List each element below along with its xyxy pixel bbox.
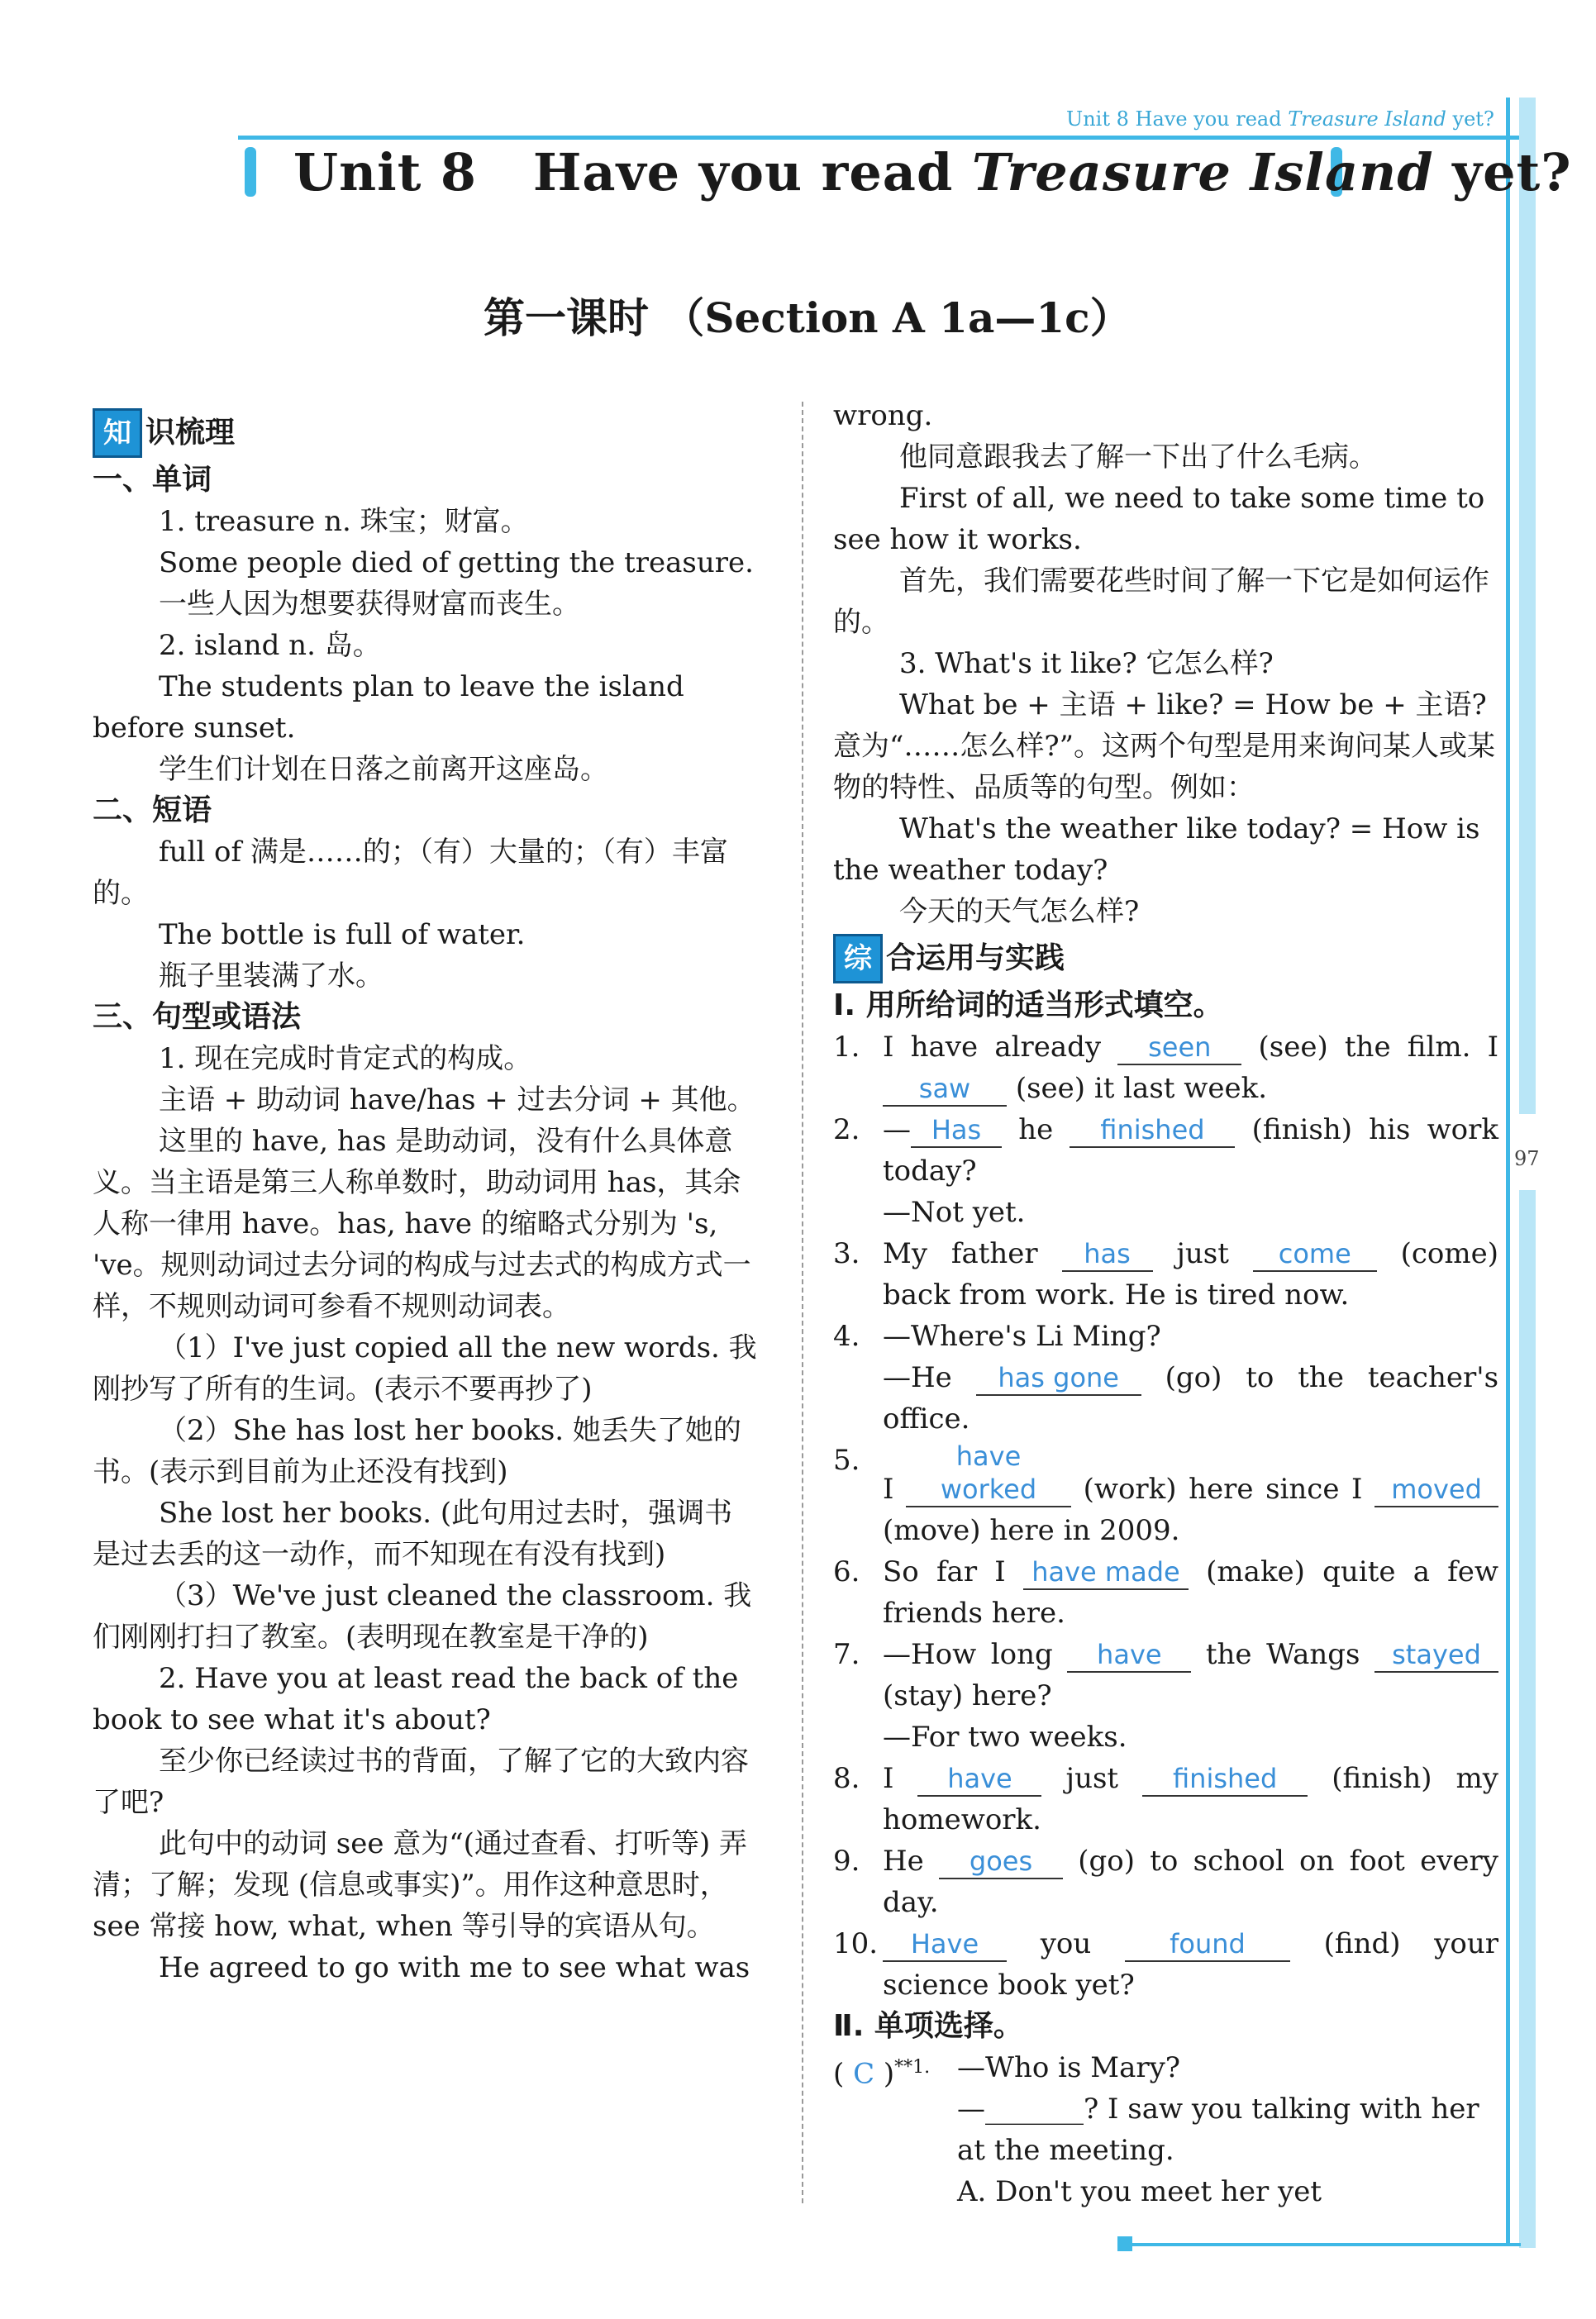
- exercise-item: 2. — Has he finished (finish) his work today? —Not yet.: [833, 1113, 1499, 1229]
- exercise-item: 5. I have worked (work) here since I moved (move) here in 2009.: [833, 1440, 1498, 1551]
- choice-question: ( C )$^{**1.}$ —Who is Mary? —_______? I saw you talking with her at the meeting. A. Don't you meet her yet: [833, 2051, 1479, 2208]
- exercise-item: 6. So far I have made (make) quite a few friends here.: [833, 1555, 1498, 1630]
- practice-tag-icon: 综: [833, 934, 883, 983]
- answer-blank[interactable]: have made: [1023, 1555, 1189, 1590]
- bottom-square-marker: [1117, 2236, 1132, 2251]
- exercise2-heading: Ⅱ. 单项选择。: [833, 2009, 1023, 2043]
- running-header: Unit 8 Have you read Treasure Island yet?: [1066, 107, 1494, 131]
- exercise-item: 3. My father has just come (come) back from work. He is tired now.: [833, 1237, 1498, 1312]
- answer-blank[interactable]: found: [1125, 1927, 1290, 1962]
- exercise-item: 4. —Where's Li Ming? —He has gone (go) to the teacher's office.: [833, 1320, 1499, 1436]
- answer-blank[interactable]: stayed: [1374, 1638, 1498, 1673]
- answer-blank[interactable]: Has: [911, 1113, 1002, 1148]
- section-header-practice: 综 合运用与实践: [833, 932, 1498, 985]
- right-border-band: [1519, 98, 1536, 1114]
- answer-blank[interactable]: have worked: [906, 1440, 1071, 1507]
- answer-blank[interactable]: moved: [1374, 1473, 1498, 1507]
- exercise-item: 7. —How long have the Wangs stayed (stay) here? —For two weeks.: [833, 1634, 1498, 1758]
- column-divider: [802, 402, 803, 2203]
- vocab-heading: 一、单词: [93, 463, 212, 497]
- answer-blank[interactable]: saw: [883, 1072, 1007, 1107]
- exercise-item: 10. Have you found (find) your science book yet?: [833, 1927, 1499, 2002]
- exercise-item: 8. I have just finished (finish) my homework.: [833, 1762, 1498, 1836]
- grammar-heading: 三、句型或语法: [93, 1000, 302, 1034]
- answer-blank[interactable]: have: [1067, 1638, 1191, 1673]
- answer-blank[interactable]: come: [1253, 1237, 1377, 1272]
- exercise-item: 9. He goes (go) to school on foot every day.: [833, 1845, 1498, 1919]
- answer-blank[interactable]: Have: [883, 1927, 1007, 1962]
- exercise-item: 1. I have already seen (see) the film. I saw (see) it last week.: [833, 1031, 1498, 1105]
- top-border: [238, 136, 1527, 140]
- answer-blank[interactable]: have: [917, 1762, 1041, 1797]
- choice-answer[interactable]: C: [853, 2057, 875, 2091]
- left-column: 知 识梳理 一、单词 1. treasure n. 珠宝；财富。 Some people died of getting the treasure. 一些人因为想要获得财富而丧生。 2. island n. 岛。 The students plan to leave the island before sunset. 学生们计划在日落之前离开这座岛。 二、短语 full of 满是……的；（有）大量的；（有）丰富的。 The bottle is full of water. 瓶子里装满了水。 三、句型或语法 1. 现在完成时肯定式的构成。 主语 + 助动词 have/has + 过去分词 + 其他。 这里的 have, has 是助动词，没有什么具体意义。当主语是第三人称单数时，助动词用 has，其余人称一律用 have。has, have 的缩略式分别为 's, 've。规则动词过去分词的构成与过去式的构成方式一样，不规则动词可参看不规则动词表。 （1）I've just copied all the new words. 我刚抄写了所有的生词。(表示不要再抄了) （2）She has lost her books. 她丢失了她的书。(表示到目前为止还没有找到) She lost her books. (此句用过去时，强调书是过去丢的这一动作，而不知现在有没有找到) （3）We've just cleaned the classroom. 我们刚刚打扫了教室。(表明现在教室是干净的) 2. Have you at least read the back of the book to see what it's about? 至少你已经读过书的背面，了解了它的大致内容了吧? 此句中的动词 see 意为“(通过查看、打听等) 弄清；了解；发现 (信息或事实)”。用作这种意思时，see 常接 how, what, when 等引导的宾语从句。 He agreed to go with me to see what was: [93, 407, 758, 1988]
- answer-blank[interactable]: has gone: [976, 1361, 1141, 1396]
- page-number: 97: [1514, 1147, 1540, 1170]
- answer-blank[interactable]: has: [1062, 1237, 1153, 1272]
- knowledge-tag-icon: 知: [93, 408, 142, 458]
- answer-blank[interactable]: seen: [1117, 1031, 1241, 1065]
- lesson-title: 第一课时 （Section A 1a—1c）: [484, 293, 1131, 342]
- answer-blank[interactable]: goes: [939, 1845, 1063, 1879]
- section-header-knowledge: 知 识梳理: [93, 407, 758, 460]
- right-border: [1506, 98, 1510, 2246]
- right-border-band: [1519, 1190, 1536, 2248]
- right-column: wrong. 他同意跟我去了解一下出了什么毛病。 First of all, we need to take some time to see how it works. 首先，我们需要花些时间了解一下它是如何运作的。 3. What's it like? 它怎么样? What be + 主语 + like? = How be + 主语? 意为“……怎么样?”。这两个句型是用来询问某人或某物的特性、品质等的句型。例如： What's the weather like today? = How is the weather today? 今天的天气怎么样? 综 合运用与实践 Ⅰ. 用所给词的适当形式填空。 1. I have already seen (see) the film. I saw (see) it last week. 2. — Has he finished (finish) his work today? —Not yet. 3. My father has just come (come) back from work. He is tired now. 4. —Where's Li Ming? —He has gone (go) to the teacher's office. 5. I have worked (work) here since I moved (move) here in 2009. 6. So far I have made (make) quite a few friends here. 7. —How long have the Wangs stayed (stay) here? —For two weeks. 8. I have just finished (finish) my homework. 9. He goes (go) to school on foot every day. 10. Have you found (find) your science book yet? Ⅱ. 单项选择。 ( C )$^{**1.}$ —Who is Mary? —_______? I saw you talking with her at the meeting. A. Don't you meet her yet: [833, 395, 1498, 2212]
- title-bracket-left: [245, 147, 256, 197]
- unit-title: Unit 8 Have you read Treasure Island yet?: [293, 142, 1572, 202]
- bottom-border: [1124, 2243, 1521, 2246]
- answer-blank[interactable]: finished: [1070, 1113, 1235, 1148]
- phrase-heading: 二、短语: [93, 793, 212, 827]
- exercise1-heading: Ⅰ. 用所给词的适当形式填空。: [833, 988, 1223, 1022]
- answer-blank[interactable]: finished: [1142, 1762, 1308, 1797]
